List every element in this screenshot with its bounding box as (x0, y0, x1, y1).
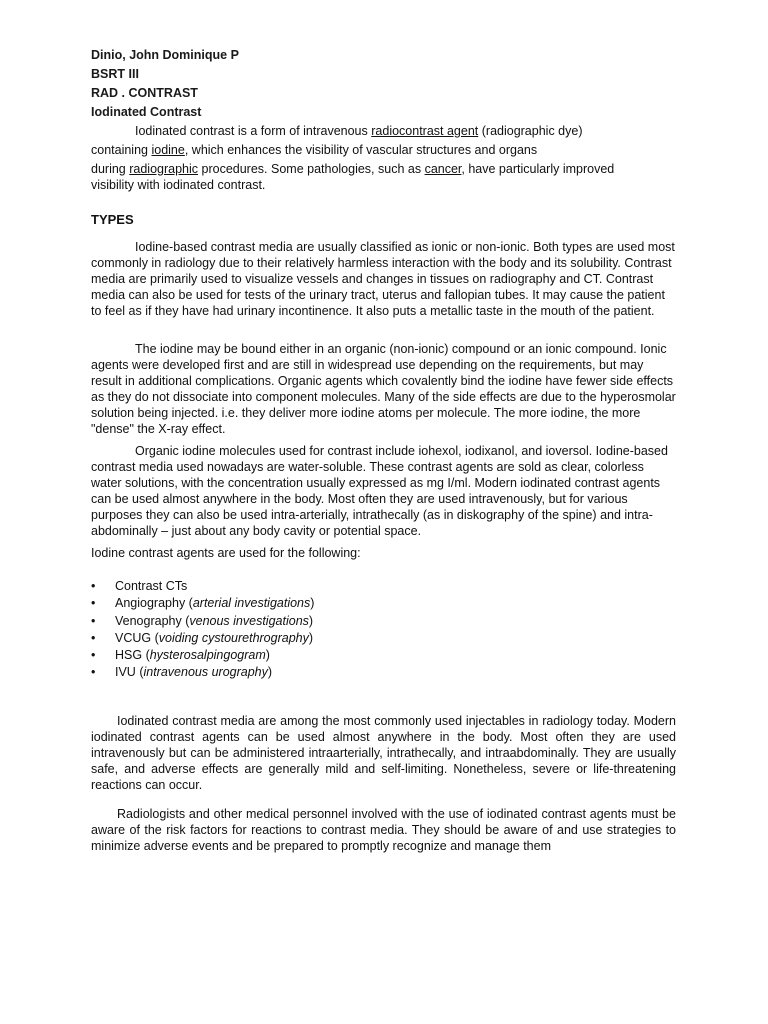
list-item: • Venography (venous investigations) (91, 613, 314, 630)
uses-intro: Iodine contrast agents are used for the following: (91, 546, 361, 560)
uses-list (91, 578, 314, 682)
bullet-icon: • (91, 630, 96, 645)
iodine-link[interactable]: iodine (151, 142, 185, 157)
bullet-icon: • (91, 596, 96, 611)
intro-line-2: containing iodine, which enhances the visibility of vascular structures and organs (91, 142, 538, 157)
bullet-icon: • (91, 579, 96, 593)
intro-line-3: during radiographic procedures. Some pathologies, such as cancer, have particularly improved (91, 161, 615, 176)
document-title: Iodinated Contrast (91, 105, 202, 119)
bullet-icon: • (91, 665, 96, 680)
list-item: • Angiography (arterial investigations) (91, 595, 314, 612)
list-item: • VCUG (voiding cystourethrography) (91, 630, 314, 647)
subject-label: RAD . CONTRAST (91, 86, 198, 100)
intro-line-1: Iodinated contrast is a form of intravenous radiocontrast agent (radiographic dye) (135, 124, 583, 138)
types-heading: TYPES (91, 212, 134, 227)
bullet-icon: • (91, 613, 96, 628)
bullet-icon: • (91, 648, 96, 663)
list-item: • Contrast CTs (91, 578, 314, 595)
document-header (91, 46, 239, 122)
author-name: Dinio, John Dominique P (91, 48, 239, 62)
summary-paragraph-1: Iodinated contrast media are among the most commonly used injectables in radiology today. Modern iodinated contrast agents can be used almost anywhere in the body. Most often they are used intravenously but can be administered intraarterially, intrathecally, and intraabdominally. They are usually safe, and adverse effects are generally mild and self-limiting. Nonetheless, severe or life-threatening reactions can occur. (91, 714, 676, 792)
cancer-link[interactable]: cancer (424, 161, 462, 176)
types-paragraph-3: Organic iodine molecules used for contrast include iohexol, iodixanol, and ioversol. Iodine-based contrast media used nowadays are water-soluble. These contrast agents are sold as clear, colorless water solutions, with the concentration usually expressed as mg I/ml. Modern iodinated contrast agents can be used almost anywhere in the body. Most often they are used intravenously, but for various purposes they can also be used intra-arterially, intrathecally (as in diskography of the spine) and intra-abdominally – just about any body cavity or potential space. (91, 444, 668, 538)
intro-paragraph (91, 124, 676, 194)
types-paragraph-2: The iodine may be bound either in an organic (non-ionic) compound or an ionic compound. Ionic agents were developed first and are still in widespread use depending on the requirements, but may result in additional complications. Organic agents which covalently bind the iodine have fewer side effects as they do not dissociate into component molecules. Many of the side effects are due to the hyperosmolar solution being injected. i.e. they deliver more iodine atoms per molecule. The more iodine, the more "dense" the X-ray effect. (91, 342, 676, 436)
types-paragraph-1: Iodine-based contrast media are usually classified as ionic or non-ionic. Both types are used most commonly in radiology due to their relatively harmless interaction with the body and its solubility. Contrast media are primarily used to visualize vessels and changes in tissues on radiography and CT. Contrast media can also be used for tests of the urinary tract, uterus and fallopian tubes. It may cause the patient to feel as if they have had urinary incontinence. It also puts a metallic taste in the mouth of the patient. (91, 240, 675, 318)
summary-paragraph-2: Radiologists and other medical personnel involved with the use of iodinated contrast agents must be aware of the risk factors for reactions to contrast media. They should be aware of and use strategies to minimize adverse events and be prepared to promptly recognize and manage them (91, 807, 676, 853)
list-item: • HSG (hysterosalpingogram) (91, 647, 314, 664)
radiographic-link[interactable]: radiographic (129, 161, 199, 176)
list-item: • IVU (intravenous urography) (91, 664, 314, 681)
intro-line-4: visibility with iodinated contrast. (91, 177, 266, 192)
radiocontrast-agent-link[interactable]: radiocontrast agent (371, 124, 479, 138)
course-label: BSRT III (91, 67, 139, 81)
